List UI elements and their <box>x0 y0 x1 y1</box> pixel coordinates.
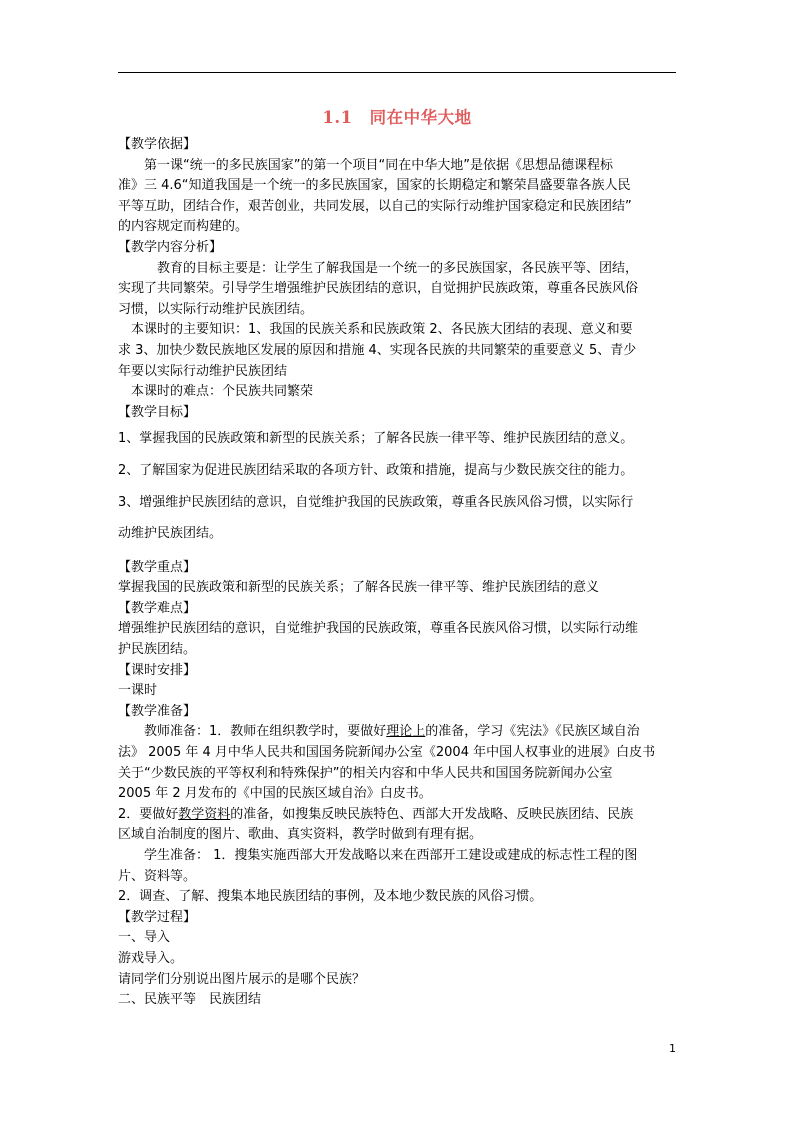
text-line: 增强维护民族团结的意识，自觉维护我国的民族政策，尊重各民族风俗习惯，以实际行动维 <box>118 621 639 637</box>
text-line: 年要以实际行动维护民族团结 <box>118 363 288 379</box>
text-line: 习惯，以实际行动维护民族团结。 <box>118 301 314 317</box>
section-heading: 【教学准备】 <box>118 703 197 719</box>
text-line: 求 3、加快少数民族地区发展的原因和措施 4、实现各民族的共同繁荣的重要意义 5、青少 <box>118 342 637 358</box>
text-line <box>118 722 680 743</box>
header-rule <box>118 72 676 73</box>
text-line: 教育的目标主要是：让学生了解我国是一个统一的多民族国家，各民族平等、团结， <box>118 260 639 276</box>
objective-item: 1、掌握我国的民族政策和新型的民族关系；了解各民族一律平等、维护民族团结的意义。 <box>118 431 634 447</box>
text-line: 关于“少数民族的平等权利和特殊保护”的相关内容和中华人民共和国国务院新闻办公室 <box>118 765 613 781</box>
section-heading: 【教学过程】 <box>118 909 197 925</box>
text-line: 准》三 4.6“知道我国是一个统一的多民族国家，国家的长期稳定和繁荣昌盛要靠各族人民 <box>118 178 631 194</box>
text-line: 片、资料等。 <box>118 868 197 884</box>
text-line: 二、民族平等 民族团结 <box>118 992 262 1008</box>
text-line: 学生准备： 1．搜集实施西部大开发战略以来在西部开工建设或建成的标志性工程的图 <box>118 848 638 863</box>
text-line: 实现了共同繁荣。引导学生增强维护民族团结的意识，自觉拥护民族政策，尊重各民族风俗 <box>118 281 639 297</box>
text-segment: 2．要做好 <box>118 806 179 822</box>
section-heading: 【教学内容分析】 <box>118 239 223 255</box>
text-line: 法》 2005 年 4 月中华人民共和国国务院新闻办公室《2004 年中国人权事业的进展》白皮书 <box>118 745 656 761</box>
text-line: 2．调查、了解、搜集本地民族团结的事例，及本地少数民族的风俗习惯。 <box>118 889 543 905</box>
text-line: 请同学们分别说出图片展示的是哪个民族？ <box>118 971 366 987</box>
section-heading: 【教学目标】 <box>118 404 197 420</box>
text-segment: 的准备，如搜集反映民族特色、西部大开发战略、反映民族团结、民族 <box>230 806 634 822</box>
text-line: 的内容规定而构建的。 <box>118 219 249 235</box>
text-line <box>118 805 680 826</box>
text-line: 游戏导入。 <box>118 950 184 966</box>
text-line: 平等互助，团结合作，艰苦创业，共同发展，以自己的实际行动维护国家稳定和民族团结” <box>118 198 632 214</box>
text-segment: 教师准备：1．教师在组织教学时，要做好 <box>118 724 387 740</box>
section-heading: 【课时安排】 <box>118 662 197 678</box>
text-line: 区域自治制度的图片、歌曲、真实资料，教学时做到有理有据。 <box>118 827 483 843</box>
text-line: 2005 年 2 月发布的《中国的民族区域自治》白皮书。 <box>118 786 432 802</box>
page-number: 1 <box>669 1042 676 1055</box>
underlined-link[interactable]: 教学资料 <box>178 806 231 822</box>
text-line: 第一课“统一的多民族国家”的第一个项目“同在中华大地”是依据《思想品德课程标 <box>118 157 613 173</box>
section-heading: 【教学依据】 <box>118 137 197 152</box>
section-heading: 【教学难点】 <box>118 600 197 616</box>
document-body <box>118 135 680 1011</box>
text-line: 一、导入 <box>118 930 171 946</box>
text-line: 本课时的难点：个民族共同繁荣 <box>118 384 314 400</box>
text-line: 一课时 <box>118 683 158 699</box>
text-line: 护民族团结。 <box>118 642 197 658</box>
text-line: 本课时的主要知识：1、我国的民族关系和民族政策 2、各民族大团结的表现、意义和要 <box>118 322 633 338</box>
text-segment: 的准备，学习《宪法》《民族区域自治 <box>425 724 640 740</box>
underlined-link[interactable]: 理论上 <box>386 724 426 740</box>
objective-item-continued: 动维护民族团结。 <box>118 526 223 542</box>
objective-item: 2、了解国家为促进民族团结采取的各项方针、政策和措施，提高与少数民族交往的能力。 <box>118 462 634 478</box>
objective-item: 3、增强维护民族团结的意识，自觉维护我国的民族政策，尊重各民族风俗习惯，以实际行 <box>118 494 634 510</box>
section-heading: 【教学重点】 <box>118 559 197 575</box>
page-title: 1.1 同在中华大地 <box>322 108 472 127</box>
text-line: 掌握我国的民族政策和新型的民族关系；了解各民族一律平等、维护民族团结的意义 <box>118 580 600 596</box>
